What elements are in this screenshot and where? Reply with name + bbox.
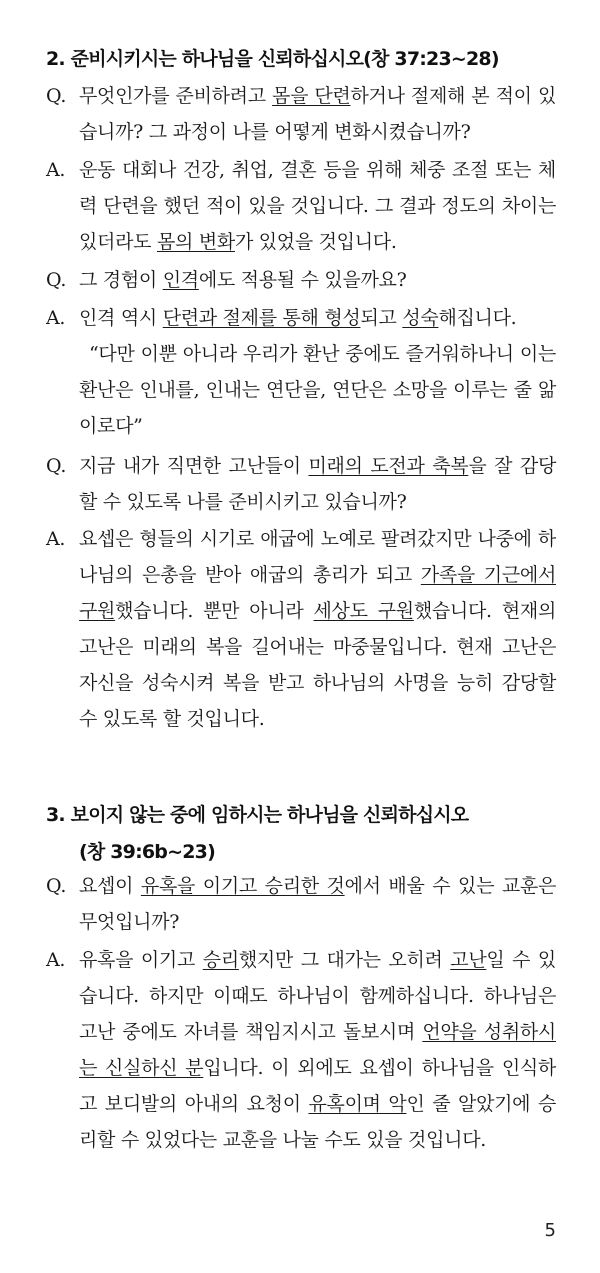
answer-block xyxy=(46,942,556,1158)
scripture-quote: “다만 이뿐 아니라 우리가 환난 중에도 즐거워하나니 이는 환난은 인내를, 인내는 연단을, 연단은 소망을 이루는 줄 앎이로다” xyxy=(79,343,556,437)
text-run: 가 있었을 것입니다. xyxy=(234,231,397,253)
underlined-phrase: 성숙 xyxy=(402,307,439,329)
underlined-phrase: 고난 xyxy=(450,949,487,971)
text-run: 요셉은 형들의 시기로 애굽에 노예로 팔려갔지만 나중에 하나님의 은총을 받아 애굽의 총리가 되고 xyxy=(79,528,556,586)
answer-marker: A. xyxy=(46,159,66,181)
text-run: 인격 역시 xyxy=(79,307,163,329)
text-run: 했습니다. 뿐만 아니라 xyxy=(115,600,314,622)
question-block xyxy=(46,448,556,520)
question-text xyxy=(79,448,556,520)
underlined-phrase: 인격 xyxy=(162,269,199,291)
text-run: 하거나 절제해 본 적이 있습니까? 그 과정이 나를 어떻게 변화시켰습니까? xyxy=(79,85,556,143)
underlined-phrase: 유혹을 이기고 승리한 것 xyxy=(140,875,345,897)
answer-block xyxy=(46,152,556,260)
text-run: 에도 적용될 수 있을까요? xyxy=(198,269,407,291)
answer-text xyxy=(79,152,556,260)
text-run: 에서 배울 수 있는 교훈은 무엇입니까? xyxy=(79,875,557,933)
text-run: 요셉이 xyxy=(79,875,141,897)
answer-marker: A. xyxy=(46,528,66,550)
underlined-phrase: 가족을 기근에서 구원 xyxy=(79,564,556,622)
section-2-title: 2. 준비시키시는 하나님을 신뢰하십시오(창 37:23~28) xyxy=(46,48,499,70)
question-marker: Q. xyxy=(46,455,67,477)
text-run: 했습니다. 현재의 고난은 미래의 복을 길어내는 마중물입니다. 현재 고난은 자신을 성숙시켜 복을 받고 하나님의 사명을 능히 감당할 수 있도록 할 것입니다. xyxy=(79,600,556,730)
text-run: 그 경험이 xyxy=(79,269,163,291)
text-run: 해집니다. xyxy=(438,307,517,329)
question-text xyxy=(79,262,556,298)
underlined-phrase: 언약을 성취하시는 신실하신 분 xyxy=(79,1021,556,1079)
answer-text xyxy=(79,942,556,1158)
text-run: 무엇인가를 준비하려고 xyxy=(79,85,273,107)
question-marker: Q. xyxy=(46,85,67,107)
text-run: 지금 내가 직면한 고난들이 xyxy=(79,455,309,477)
underlined-phrase: 미래의 도전과 축복 xyxy=(308,455,469,477)
text-run: 인 줄 알았기에 승리할 수 있었다는 교훈을 나눌 수도 있을 것입니다. xyxy=(79,1093,556,1151)
answer-block xyxy=(46,300,556,444)
underlined-phrase: 승리 xyxy=(202,949,239,971)
answer-text xyxy=(79,521,556,737)
question-text xyxy=(79,78,556,150)
question-block xyxy=(46,78,556,150)
underlined-phrase: 몸을 단련 xyxy=(272,85,351,107)
underlined-phrase: 세상도 구원 xyxy=(313,600,414,622)
section-3-title: 3. 보이지 않는 중에 임하시는 하나님을 신뢰하십시오 xyxy=(46,804,469,826)
text-run: 입니다. 이 외에도 요셉이 하나님을 인식하고 보디발의 아내의 요청이 xyxy=(79,1057,556,1115)
section-3-reference: (창 39:6b~23) xyxy=(79,841,215,863)
answer-line xyxy=(79,300,556,336)
question-marker: Q. xyxy=(46,875,67,897)
underlined-phrase: 유혹이며 악 xyxy=(308,1093,407,1115)
text-run: 일 수 있습니다. 하지만 이때도 하나님이 함께하십니다. 하나님은 고난 중에도 자녀를 책임지시고 돌보시며 xyxy=(79,949,556,1043)
question-text xyxy=(79,868,556,940)
answer-block xyxy=(46,521,556,737)
page-number: 5 xyxy=(544,1220,556,1241)
question-block xyxy=(46,868,556,940)
text-run: 운동 대회나 건강, 취업, 결혼 등을 위해 체중 조절 또는 체력 단련을 했던 적이 있을 것입니다. 그 결과 정도의 차이는 있더라도 xyxy=(79,159,556,253)
text-run: 을 잘 감당할 수 있도록 나를 준비시키고 있습니까? xyxy=(79,455,556,513)
question-marker: Q. xyxy=(46,269,67,291)
text-run: 했지만 그 대가는 오히려 xyxy=(238,949,451,971)
underlined-phrase: 단련과 절제를 통해 형성 xyxy=(162,307,361,329)
question-block xyxy=(46,262,556,298)
answer-marker: A. xyxy=(46,307,66,329)
text-run: 유혹을 이기고 xyxy=(79,949,203,971)
text-run: 되고 xyxy=(360,307,403,329)
answer-text xyxy=(79,300,556,444)
underlined-phrase: 몸의 변화 xyxy=(156,231,235,253)
answer-marker: A. xyxy=(46,949,66,971)
